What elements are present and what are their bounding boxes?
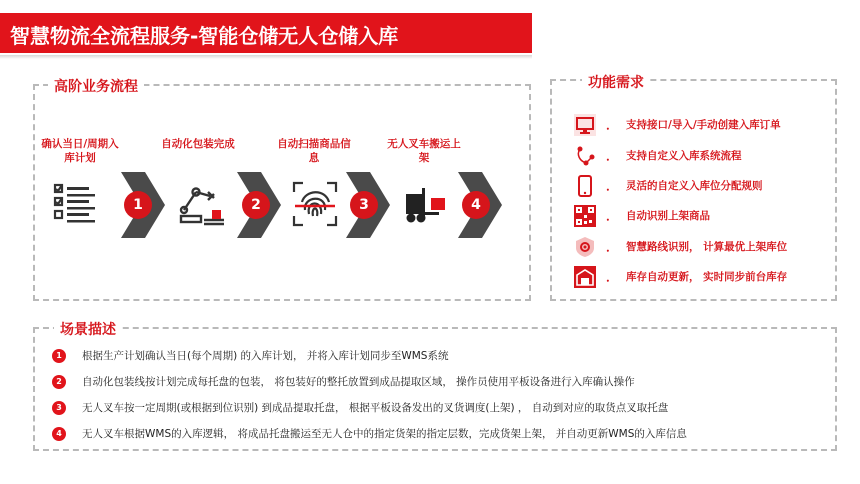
step-label-1: 确认当日/周期入库计划 — [41, 138, 119, 164]
function-bullet-3: ． — [606, 179, 619, 193]
checklist-icon — [52, 180, 100, 228]
function-text-6: 库存自动更新， 实时同步前台库存 — [626, 271, 788, 283]
function-text-5: 智慧路线识别， 计算最优上架库位 — [626, 241, 788, 253]
function-bullet-6: ． — [606, 270, 619, 284]
function-text-2: 支持自定义入库系统流程 — [626, 150, 742, 162]
function-item-1 — [574, 114, 834, 138]
title-shadow — [0, 55, 532, 59]
process-panel — [33, 84, 531, 301]
fingerprint-scan-icon — [291, 180, 339, 228]
function-text-1: 支持接口/导入/手动创建入库订单 — [626, 119, 781, 131]
function-bullet-4: ． — [606, 209, 619, 223]
page-title: 智慧物流全流程服务-智能仓储无人仓储入库 — [10, 24, 399, 48]
function-text-4: 自动识别上架商品 — [626, 210, 710, 222]
robot-arm-icon — [178, 180, 226, 228]
step-number-1: 1 — [124, 191, 152, 219]
function-bullet-1: ． — [606, 118, 619, 132]
process-title: 高阶业务流程 — [48, 76, 144, 96]
step-label-4: 无人叉车搬运上架 — [387, 138, 461, 164]
flow-nodes-icon — [574, 145, 596, 167]
forklift-icon — [402, 180, 450, 228]
scenario-number-4: 4 — [52, 427, 66, 441]
function-title: 功能需求 — [582, 72, 650, 92]
scenario-text-1: 根据生产计划确认当日(每个周期) 的入库计划， 并将入库计划同步至WMS系统 — [82, 350, 449, 362]
scenario-number-1: 1 — [52, 349, 66, 363]
scenario-number-2: 2 — [52, 375, 66, 389]
route-badge-icon — [574, 236, 596, 258]
scenario-number-3: 3 — [52, 401, 66, 415]
step-number-2: 2 — [242, 191, 270, 219]
scenario-text-3: 无人叉车按一定周期(或根据到位识别) 到成品提取托盘， 根据平板设备发出的叉货调度(上架) ， 自动到对应的取货点叉取托盘 — [82, 402, 669, 414]
qrcode-icon — [574, 205, 596, 227]
step-label-3: 自动扫描商品信息 — [277, 138, 351, 164]
function-item-3 — [574, 175, 834, 199]
function-bullet-5: ． — [606, 240, 619, 254]
scenario-text-4: 无人叉车根据WMS的入库逻辑， 将成品托盘搬运至无人仓中的指定货架的指定层数，完成货架上架， 并自动更新WMS的入库信息 — [82, 428, 687, 440]
scenario-title: 场景描述 — [54, 319, 122, 339]
step-number-4: 4 — [462, 191, 490, 219]
function-item-5 — [574, 236, 834, 260]
title-banner — [0, 13, 532, 53]
function-item-6 — [574, 266, 834, 290]
function-item-4 — [574, 205, 834, 229]
tablet-icon — [574, 175, 596, 197]
warehouse-icon — [574, 266, 596, 288]
step-label-2: 自动化包装完成 — [161, 138, 235, 150]
function-bullet-2: ． — [606, 149, 619, 163]
monitor-icon — [574, 114, 596, 136]
function-item-2 — [574, 145, 834, 169]
function-text-3: 灵活的自定义入库位分配规则 — [626, 180, 763, 192]
step-number-3: 3 — [350, 191, 378, 219]
scenario-text-2: 自动化包装线按计划完成每托盘的包装， 将包装好的整托放置到成品提取区域， 操作员使用平板设备进行入库确认操作 — [82, 376, 635, 388]
